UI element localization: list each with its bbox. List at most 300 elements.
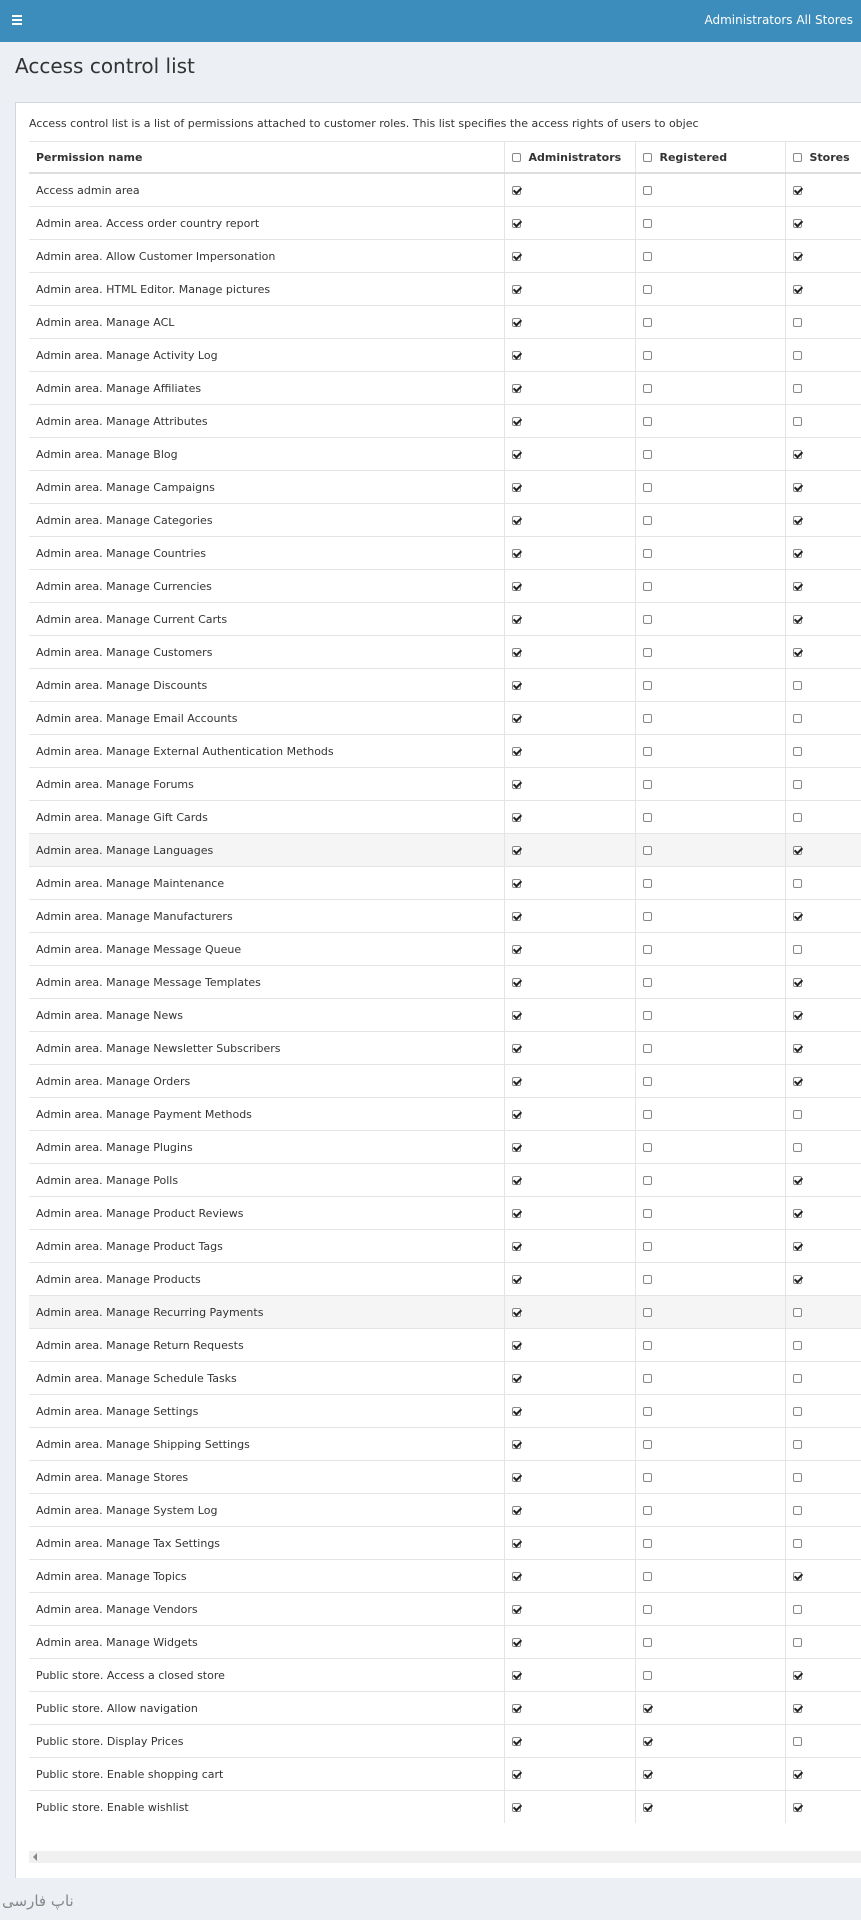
administrators-cell xyxy=(504,1659,635,1692)
registered-permission-checkbox[interactable] xyxy=(643,1143,652,1152)
stores-permission-checkbox[interactable] xyxy=(793,846,802,855)
stores-permission-checkbox[interactable] xyxy=(793,1605,802,1614)
stores-cell xyxy=(785,966,861,999)
stores-cell xyxy=(785,1626,861,1659)
column-header-label: Registered xyxy=(659,150,728,164)
stores-permission-checkbox[interactable] xyxy=(793,1374,802,1383)
stores-permission-checkbox[interactable] xyxy=(793,384,802,393)
user-role-store-label[interactable]: Administrators All Stores xyxy=(704,13,853,27)
administrators-cell xyxy=(504,636,635,669)
registered-cell xyxy=(635,471,785,504)
stores-cell xyxy=(785,768,861,801)
acl-table-container xyxy=(29,141,861,1833)
acl-description: Access control list is a list of permissions attached to customer roles. This list specifies the access rights of users to objec xyxy=(29,117,699,130)
registered-cell xyxy=(635,966,785,999)
table-row xyxy=(29,207,861,240)
stores-permission-checkbox[interactable] xyxy=(793,1209,802,1218)
permission-name-cell xyxy=(29,933,504,966)
administrators-permission-checkbox[interactable] xyxy=(512,879,521,888)
stores-cell xyxy=(785,1692,861,1725)
stores-permission-checkbox[interactable] xyxy=(793,1110,802,1119)
registered-permission-checkbox[interactable] xyxy=(643,945,652,954)
administrators-permission-checkbox[interactable] xyxy=(512,1737,521,1746)
administrators-permission-checkbox[interactable] xyxy=(512,351,521,360)
registered-permission-checkbox[interactable] xyxy=(643,681,652,690)
permission-name-cell xyxy=(29,1098,504,1131)
administrators-permission-checkbox[interactable] xyxy=(512,1242,521,1251)
registered-permission-checkbox[interactable] xyxy=(643,1308,652,1317)
stores-permission-checkbox[interactable] xyxy=(793,780,802,789)
table-row xyxy=(29,933,861,966)
administrators-permission-checkbox[interactable] xyxy=(512,1341,521,1350)
table-header-row xyxy=(29,142,861,174)
table-row xyxy=(29,1692,861,1725)
administrators-permission-checkbox[interactable] xyxy=(512,945,521,954)
registered-cell xyxy=(635,537,785,570)
permission-name-cell xyxy=(29,1560,504,1593)
stores-permission-checkbox[interactable] xyxy=(793,351,802,360)
permission-name: Admin area. Manage Products xyxy=(36,1272,201,1286)
administrators-cell xyxy=(504,735,635,768)
registered-permission-checkbox[interactable] xyxy=(643,1176,652,1185)
stores-cell xyxy=(785,240,861,273)
registered-permission-checkbox[interactable] xyxy=(643,615,652,624)
table-row xyxy=(29,1131,861,1164)
administrators-cell xyxy=(504,702,635,735)
administrators-permission-checkbox[interactable] xyxy=(512,186,521,195)
registered-permission-checkbox[interactable] xyxy=(643,1506,652,1515)
stores-permission-checkbox[interactable] xyxy=(793,1638,802,1647)
stores-permission-checkbox[interactable] xyxy=(793,1473,802,1482)
stores-permission-checkbox[interactable] xyxy=(793,1572,802,1581)
registered-permission-checkbox[interactable] xyxy=(643,252,652,261)
administrators-permission-checkbox[interactable] xyxy=(512,978,521,987)
administrators-permission-checkbox[interactable] xyxy=(512,1473,521,1482)
registered-cell xyxy=(635,1296,785,1329)
permission-name: Public store. Enable shopping cart xyxy=(36,1767,224,1781)
registered-cell xyxy=(635,1362,785,1395)
permission-name: Admin area. Manage Message Queue xyxy=(36,942,242,956)
stores-cell xyxy=(785,801,861,834)
permission-name: Admin area. Manage Settings xyxy=(36,1404,199,1418)
table-row xyxy=(29,999,861,1032)
stores-permission-checkbox[interactable] xyxy=(793,1770,802,1779)
administrators-permission-checkbox[interactable] xyxy=(512,1308,521,1317)
permission-name-cell xyxy=(29,1428,504,1461)
stores-cell xyxy=(785,504,861,537)
registered-permission-checkbox[interactable] xyxy=(643,1275,652,1284)
administrators-permission-checkbox[interactable] xyxy=(512,285,521,294)
administrators-permission-checkbox[interactable] xyxy=(512,714,521,723)
permission-name-cell xyxy=(29,1329,504,1362)
administrators-permission-checkbox[interactable] xyxy=(512,1407,521,1416)
stores-permission-checkbox[interactable] xyxy=(793,1704,802,1713)
stores-permission-checkbox[interactable] xyxy=(793,582,802,591)
registered-permission-checkbox[interactable] xyxy=(643,648,652,657)
administrators-cell xyxy=(504,1263,635,1296)
stores-cell xyxy=(785,173,861,207)
administrators-permission-checkbox[interactable] xyxy=(512,219,521,228)
registered-permission-checkbox[interactable] xyxy=(643,978,652,987)
column-header-label: Administrators xyxy=(528,150,622,164)
permission-name: Admin area. Manage Shipping Settings xyxy=(36,1437,250,1451)
stores-permission-checkbox[interactable] xyxy=(793,681,802,690)
stores-permission-checkbox[interactable] xyxy=(793,1176,802,1185)
stores-permission-checkbox[interactable] xyxy=(793,1044,802,1053)
administrators-cell xyxy=(504,372,635,405)
table-row xyxy=(29,1428,861,1461)
permission-name-cell xyxy=(29,1164,504,1197)
administrators-cell xyxy=(504,306,635,339)
registered-permission-checkbox[interactable] xyxy=(643,1407,652,1416)
administrators-cell xyxy=(504,867,635,900)
registered-cell xyxy=(635,867,785,900)
registered-permission-checkbox[interactable] xyxy=(643,1671,652,1680)
administrators-cell xyxy=(504,339,635,372)
permission-name: Admin area. Manage Forums xyxy=(36,777,194,791)
administrators-permission-checkbox[interactable] xyxy=(512,912,521,921)
administrators-permission-checkbox[interactable] xyxy=(512,1011,521,1020)
stores-permission-checkbox[interactable] xyxy=(793,1440,802,1449)
administrators-permission-checkbox[interactable] xyxy=(512,681,521,690)
registered-cell xyxy=(635,1461,785,1494)
hamburger-menu-icon[interactable] xyxy=(12,10,28,30)
permission-name: Admin area. Manage Orders xyxy=(36,1074,191,1088)
table-row xyxy=(29,405,861,438)
stores-cell xyxy=(785,669,861,702)
stores-permission-checkbox[interactable] xyxy=(793,1143,802,1152)
select-all-stores-checkbox[interactable] xyxy=(793,153,802,162)
registered-permission-checkbox[interactable] xyxy=(643,846,652,855)
stores-permission-checkbox[interactable] xyxy=(793,318,802,327)
administrators-cell xyxy=(504,603,635,636)
column-header-label: Stores xyxy=(809,150,850,164)
administrators-permission-checkbox[interactable] xyxy=(512,252,521,261)
administrators-cell xyxy=(504,240,635,273)
administrators-cell xyxy=(504,999,635,1032)
permission-name-cell xyxy=(29,735,504,768)
administrators-permission-checkbox[interactable] xyxy=(512,417,521,426)
table-row xyxy=(29,867,861,900)
stores-permission-checkbox[interactable] xyxy=(793,615,802,624)
administrators-permission-checkbox[interactable] xyxy=(512,1704,521,1713)
registered-cell xyxy=(635,702,785,735)
permission-name: Admin area. Manage Currencies xyxy=(36,579,212,593)
stores-permission-checkbox[interactable] xyxy=(793,1407,802,1416)
registered-cell xyxy=(635,1263,785,1296)
permission-name: Admin area. Manage Attributes xyxy=(36,414,208,428)
stores-cell xyxy=(785,570,861,603)
permission-name-cell xyxy=(29,537,504,570)
registered-permission-checkbox[interactable] xyxy=(643,351,652,360)
administrators-permission-checkbox[interactable] xyxy=(512,1209,521,1218)
stores-cell xyxy=(785,1494,861,1527)
registered-permission-checkbox[interactable] xyxy=(643,1242,652,1251)
scroll-left-arrow-icon[interactable] xyxy=(33,1853,37,1861)
administrators-permission-checkbox[interactable] xyxy=(512,1506,521,1515)
permission-name-cell xyxy=(29,636,504,669)
registered-permission-checkbox[interactable] xyxy=(643,912,652,921)
stores-permission-checkbox[interactable] xyxy=(793,879,802,888)
stores-permission-checkbox[interactable] xyxy=(793,549,802,558)
administrators-permission-checkbox[interactable] xyxy=(512,1671,521,1680)
permission-name-cell xyxy=(29,1758,504,1791)
stores-cell xyxy=(785,1230,861,1263)
administrators-permission-checkbox[interactable] xyxy=(512,1803,521,1812)
registered-permission-checkbox[interactable] xyxy=(643,1209,652,1218)
table-row xyxy=(29,636,861,669)
registered-cell xyxy=(635,1032,785,1065)
stores-permission-checkbox[interactable] xyxy=(793,483,802,492)
registered-permission-checkbox[interactable] xyxy=(643,1341,652,1350)
registered-permission-checkbox[interactable] xyxy=(643,219,652,228)
stores-cell xyxy=(785,636,861,669)
registered-cell xyxy=(635,339,785,372)
stores-cell xyxy=(785,1593,861,1626)
registered-permission-checkbox[interactable] xyxy=(643,747,652,756)
registered-permission-checkbox[interactable] xyxy=(643,1110,652,1119)
stores-cell xyxy=(785,1428,861,1461)
registered-permission-checkbox[interactable] xyxy=(643,1440,652,1449)
stores-permission-checkbox[interactable] xyxy=(793,252,802,261)
administrators-permission-checkbox[interactable] xyxy=(512,747,521,756)
registered-permission-checkbox[interactable] xyxy=(643,1374,652,1383)
registered-permission-checkbox[interactable] xyxy=(643,549,652,558)
administrators-permission-checkbox[interactable] xyxy=(512,384,521,393)
administrators-permission-checkbox[interactable] xyxy=(512,1440,521,1449)
registered-cell xyxy=(635,1098,785,1131)
administrators-permission-checkbox[interactable] xyxy=(512,1143,521,1152)
table-row xyxy=(29,1362,861,1395)
stores-cell xyxy=(785,273,861,306)
administrators-permission-checkbox[interactable] xyxy=(512,1374,521,1383)
stores-permission-checkbox[interactable] xyxy=(793,747,802,756)
permission-name-cell xyxy=(29,1395,504,1428)
stores-permission-checkbox[interactable] xyxy=(793,186,802,195)
permission-name-cell xyxy=(29,1494,504,1527)
permission-name-cell xyxy=(29,471,504,504)
permission-name-cell xyxy=(29,603,504,636)
administrators-permission-checkbox[interactable] xyxy=(512,1176,521,1185)
administrators-permission-checkbox[interactable] xyxy=(512,1770,521,1779)
registered-permission-checkbox[interactable] xyxy=(643,1605,652,1614)
registered-permission-checkbox[interactable] xyxy=(643,450,652,459)
registered-permission-checkbox[interactable] xyxy=(643,1572,652,1581)
permission-name-cell xyxy=(29,768,504,801)
stores-permission-checkbox[interactable] xyxy=(793,1011,802,1020)
administrators-permission-checkbox[interactable] xyxy=(512,549,521,558)
registered-permission-checkbox[interactable] xyxy=(643,879,652,888)
administrators-cell xyxy=(504,471,635,504)
permission-name-cell xyxy=(29,570,504,603)
administrators-permission-checkbox[interactable] xyxy=(512,813,521,822)
administrators-cell xyxy=(504,1593,635,1626)
administrators-cell xyxy=(504,1164,635,1197)
table-row xyxy=(29,372,861,405)
permission-name: Admin area. Manage Current Carts xyxy=(36,612,228,626)
registered-cell xyxy=(635,1626,785,1659)
administrators-cell xyxy=(504,1032,635,1065)
acl-table xyxy=(29,141,861,1823)
registered-permission-checkbox[interactable] xyxy=(643,483,652,492)
table-row xyxy=(29,1593,861,1626)
registered-cell xyxy=(635,273,785,306)
permission-name: Admin area. Manage Topics xyxy=(36,1569,187,1583)
table-row xyxy=(29,1560,861,1593)
registered-cell xyxy=(635,1329,785,1362)
registered-cell xyxy=(635,1593,785,1626)
administrators-cell xyxy=(504,438,635,471)
registered-permission-checkbox[interactable] xyxy=(643,714,652,723)
administrators-cell xyxy=(504,405,635,438)
stores-cell xyxy=(785,1791,861,1824)
registered-permission-checkbox[interactable] xyxy=(643,1704,652,1713)
stores-cell xyxy=(785,603,861,636)
stores-cell xyxy=(785,1197,861,1230)
stores-cell xyxy=(785,735,861,768)
table-row xyxy=(29,1527,861,1560)
stores-cell xyxy=(785,867,861,900)
permission-name: Public store. Display Prices xyxy=(36,1734,184,1748)
registered-permission-checkbox[interactable] xyxy=(643,417,652,426)
stores-cell xyxy=(785,1296,861,1329)
stores-cell xyxy=(785,1032,861,1065)
table-row xyxy=(29,669,861,702)
registered-cell xyxy=(635,1197,785,1230)
stores-permission-checkbox[interactable] xyxy=(793,417,802,426)
stores-permission-checkbox[interactable] xyxy=(793,1539,802,1548)
stores-cell xyxy=(785,900,861,933)
stores-permission-checkbox[interactable] xyxy=(793,945,802,954)
registered-permission-checkbox[interactable] xyxy=(643,813,652,822)
table-row xyxy=(29,471,861,504)
administrators-permission-checkbox[interactable] xyxy=(512,483,521,492)
stores-permission-checkbox[interactable] xyxy=(793,1077,802,1086)
registered-permission-checkbox[interactable] xyxy=(643,1473,652,1482)
administrators-permission-checkbox[interactable] xyxy=(512,846,521,855)
stores-permission-checkbox[interactable] xyxy=(793,1341,802,1350)
administrators-permission-checkbox[interactable] xyxy=(512,1638,521,1647)
registered-permission-checkbox[interactable] xyxy=(643,285,652,294)
administrators-cell xyxy=(504,1560,635,1593)
stores-permission-checkbox[interactable] xyxy=(793,1242,802,1251)
registered-cell xyxy=(635,1494,785,1527)
permission-name: Admin area. Manage Categories xyxy=(36,513,213,527)
registered-permission-checkbox[interactable] xyxy=(643,186,652,195)
administrators-cell xyxy=(504,1428,635,1461)
administrators-permission-checkbox[interactable] xyxy=(512,1077,521,1086)
administrators-permission-checkbox[interactable] xyxy=(512,1044,521,1053)
permission-name: Admin area. Manage Languages xyxy=(36,843,214,857)
registered-permission-checkbox[interactable] xyxy=(643,1803,652,1812)
administrators-permission-checkbox[interactable] xyxy=(512,450,521,459)
administrators-permission-checkbox[interactable] xyxy=(512,1275,521,1284)
administrators-permission-checkbox[interactable] xyxy=(512,1110,521,1119)
registered-permission-checkbox[interactable] xyxy=(643,384,652,393)
registered-permission-checkbox[interactable] xyxy=(643,780,652,789)
stores-permission-checkbox[interactable] xyxy=(793,1803,802,1812)
permission-name-cell xyxy=(29,966,504,999)
table-row xyxy=(29,966,861,999)
select-all-registered-checkbox[interactable] xyxy=(643,153,652,162)
registered-cell xyxy=(635,405,785,438)
stores-permission-checkbox[interactable] xyxy=(793,219,802,228)
table-row xyxy=(29,834,861,867)
table-row xyxy=(29,1461,861,1494)
administrators-cell xyxy=(504,966,635,999)
permission-name: Admin area. Manage Product Tags xyxy=(36,1239,223,1253)
registered-cell xyxy=(635,173,785,207)
stores-cell xyxy=(785,438,861,471)
registered-cell xyxy=(635,1758,785,1791)
table-row xyxy=(29,1725,861,1758)
stores-permission-checkbox[interactable] xyxy=(793,912,802,921)
administrators-permission-checkbox[interactable] xyxy=(512,615,521,624)
registered-permission-checkbox[interactable] xyxy=(643,1044,652,1053)
administrators-permission-checkbox[interactable] xyxy=(512,1539,521,1548)
stores-permission-checkbox[interactable] xyxy=(793,1506,802,1515)
registered-permission-checkbox[interactable] xyxy=(643,1737,652,1746)
administrators-permission-checkbox[interactable] xyxy=(512,516,521,525)
administrators-cell xyxy=(504,1494,635,1527)
registered-permission-checkbox[interactable] xyxy=(643,516,652,525)
administrators-cell xyxy=(504,669,635,702)
stores-cell xyxy=(785,1560,861,1593)
administrators-cell xyxy=(504,1527,635,1560)
stores-permission-checkbox[interactable] xyxy=(793,450,802,459)
permission-name-cell xyxy=(29,438,504,471)
registered-permission-checkbox[interactable] xyxy=(643,1638,652,1647)
permission-name-cell xyxy=(29,867,504,900)
registered-permission-checkbox[interactable] xyxy=(643,1077,652,1086)
registered-permission-checkbox[interactable] xyxy=(643,1539,652,1548)
registered-permission-checkbox[interactable] xyxy=(643,1770,652,1779)
registered-permission-checkbox[interactable] xyxy=(643,582,652,591)
column-header-stores xyxy=(785,142,861,174)
administrators-permission-checkbox[interactable] xyxy=(512,318,521,327)
permission-name: Admin area. Manage Discounts xyxy=(36,678,208,692)
table-row xyxy=(29,801,861,834)
registered-cell xyxy=(635,669,785,702)
stores-cell xyxy=(785,1461,861,1494)
stores-permission-checkbox[interactable] xyxy=(793,516,802,525)
stores-permission-checkbox[interactable] xyxy=(793,813,802,822)
administrators-cell xyxy=(504,1329,635,1362)
stores-permission-checkbox[interactable] xyxy=(793,1671,802,1680)
stores-permission-checkbox[interactable] xyxy=(793,714,802,723)
administrators-permission-checkbox[interactable] xyxy=(512,648,521,657)
permission-name-cell xyxy=(29,339,504,372)
stores-permission-checkbox[interactable] xyxy=(793,978,802,987)
stores-permission-checkbox[interactable] xyxy=(793,648,802,657)
stores-permission-checkbox[interactable] xyxy=(793,1275,802,1284)
administrators-permission-checkbox[interactable] xyxy=(512,582,521,591)
stores-permission-checkbox[interactable] xyxy=(793,1308,802,1317)
administrators-permission-checkbox[interactable] xyxy=(512,1572,521,1581)
top-navbar xyxy=(0,0,861,42)
registered-permission-checkbox[interactable] xyxy=(643,1011,652,1020)
permission-name: Admin area. Manage Manufacturers xyxy=(36,909,233,923)
stores-permission-checkbox[interactable] xyxy=(793,285,802,294)
select-all-administrators-checkbox[interactable] xyxy=(512,153,521,162)
permission-name-cell xyxy=(29,1263,504,1296)
registered-permission-checkbox[interactable] xyxy=(643,318,652,327)
administrators-permission-checkbox[interactable] xyxy=(512,780,521,789)
horizontal-scrollbar[interactable] xyxy=(29,1851,861,1863)
stores-permission-checkbox[interactable] xyxy=(793,1737,802,1746)
permission-name: Admin area. Manage Tax Settings xyxy=(36,1536,221,1550)
administrators-permission-checkbox[interactable] xyxy=(512,1605,521,1614)
